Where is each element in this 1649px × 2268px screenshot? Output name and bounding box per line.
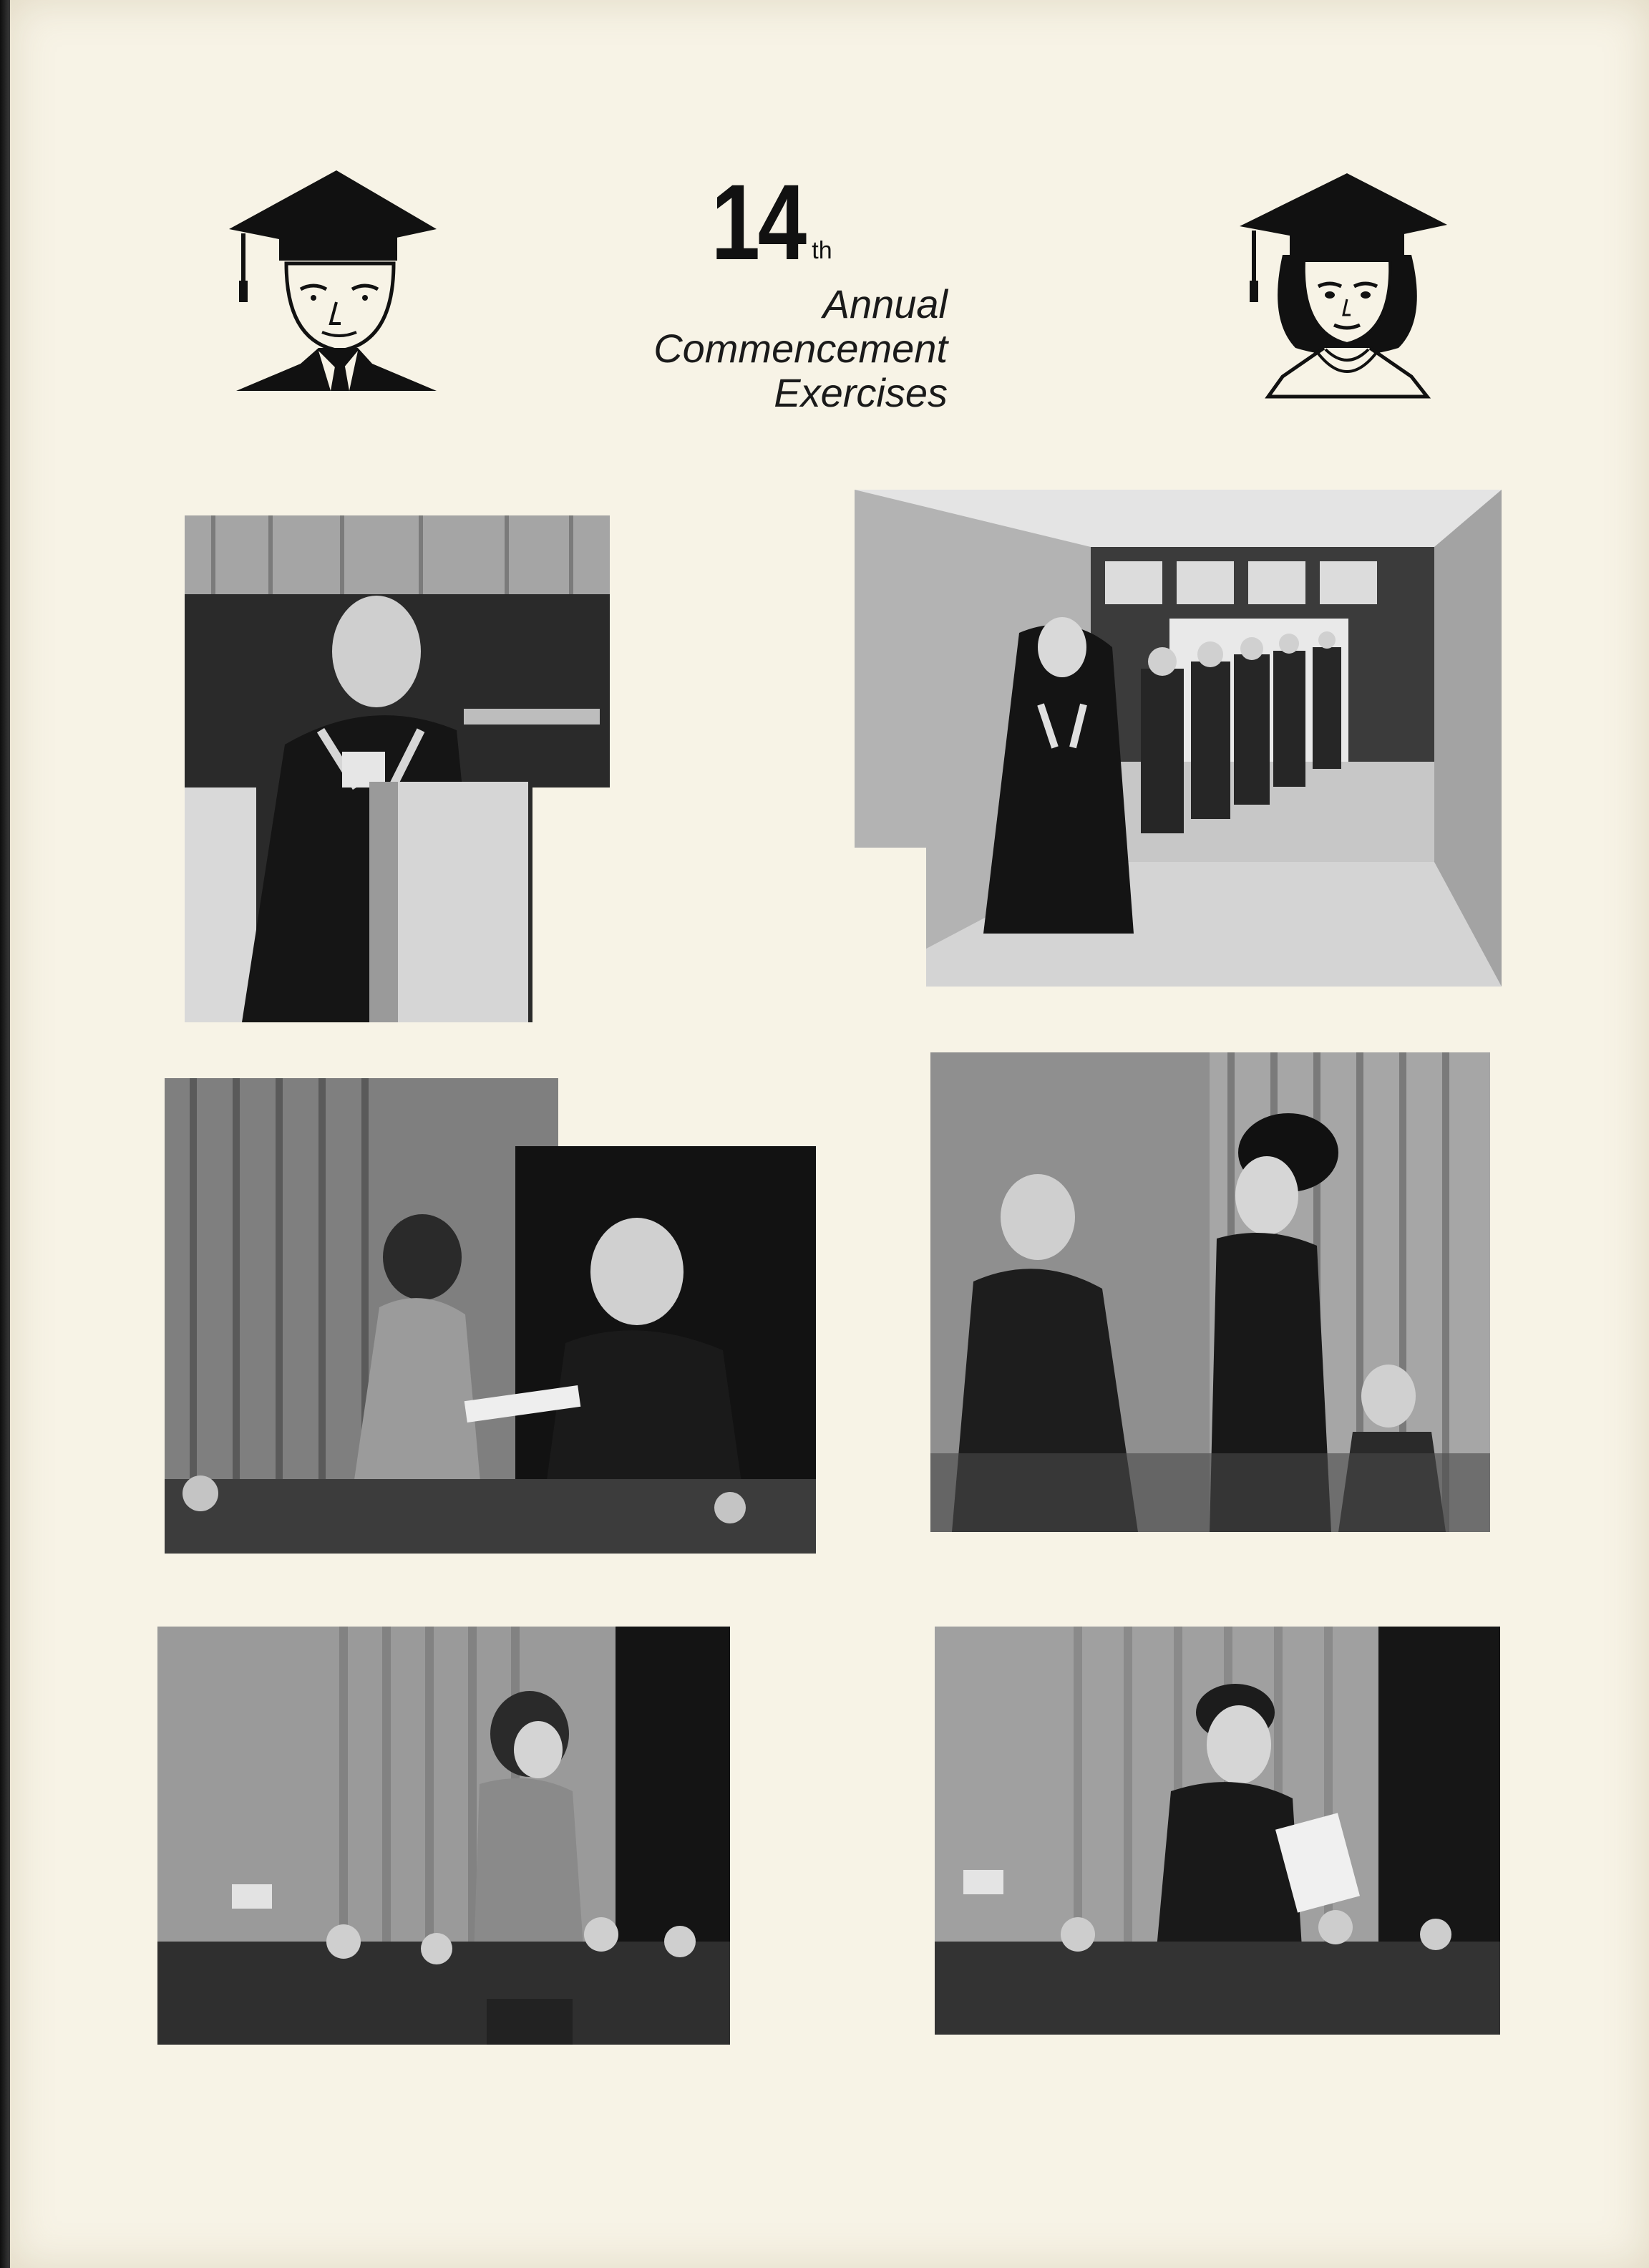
heading-line-commencement: Commencement: [653, 326, 948, 371]
edition-suffix: th: [812, 237, 832, 264]
commencement-heading: [626, 162, 948, 415]
photo-handshake: [930, 1052, 1490, 1532]
heading-line-exercises: Exercises: [774, 370, 948, 415]
heading-line-annual: Annual: [822, 281, 948, 326]
photo-student-walking: [157, 1627, 730, 2045]
female-graduate-illustration: [1240, 169, 1454, 405]
heading-subtitle: [626, 282, 948, 415]
yearbook-page: [10, 0, 1649, 2268]
photo-procession-hallway: [855, 490, 1502, 987]
photo-graduate-with-diploma: [935, 1627, 1500, 2035]
photo-speaker-at-lectern: [185, 515, 610, 1022]
graduation-cap-icon: [222, 163, 451, 414]
photo-diploma-handover: [165, 1078, 816, 1554]
male-graduate-illustration: [222, 163, 451, 414]
book-binding-edge: [0, 0, 10, 2268]
edition-number: 14: [711, 162, 805, 282]
graduation-cap-icon: [1240, 169, 1454, 405]
